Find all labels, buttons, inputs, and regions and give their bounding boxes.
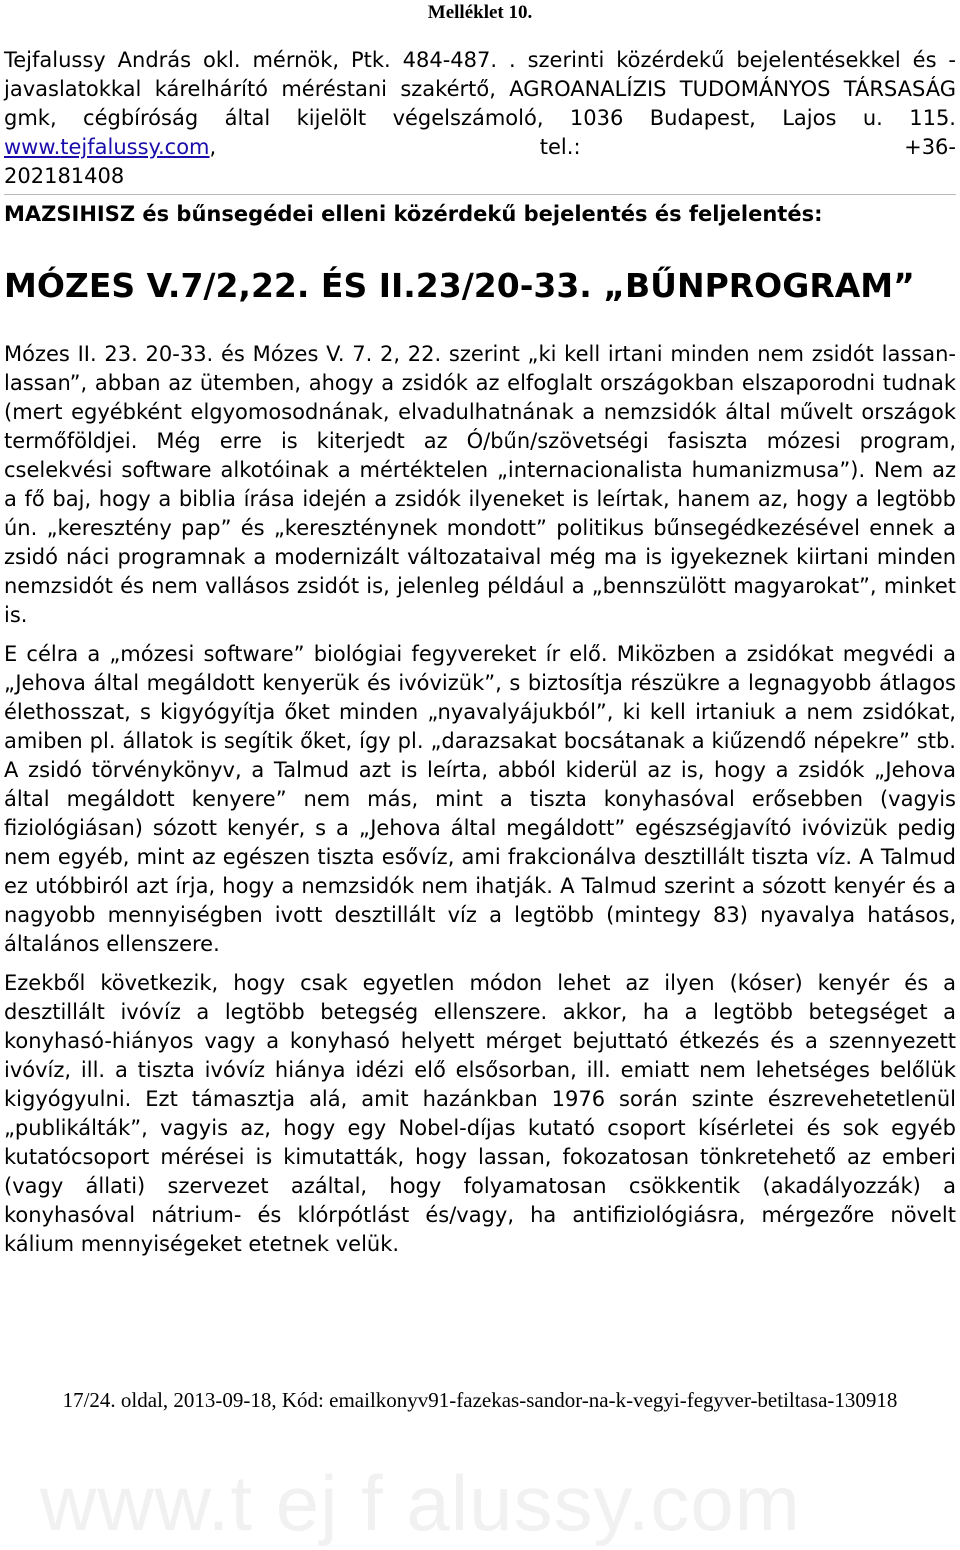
phone-number-rest: 202181408: [4, 164, 125, 188]
body-paragraph: Ezekből következik, hogy csak egyetlen módon lehet az ilyen (kóser) kenyér és a desztillált ivóvíz a legtöbb betegség ellenszere. akkor, ha a legtöbb betegséget a konyhasó-hiányos vagy a konyhasó helyett mérget bejuttató étkezés és a szennyezett ivóvíz, ill. a tiszta ivóvíz hiánya idézi elő elsősorban, ill. emiatt nem lehetséges belőlük kigyógyulni. Ezt támasztja alá, amit hazánkban 1976 során szinte észrevehetetlenül „publikálták”, vagyis az, hogy egy Nobel-díjas kutató csoport kísérletei és sok egyéb kutatócsoport mérései is kimutatták, hogy lassan, fokozatosan tönkretehető az emberi (vagy állati) szervezet azáltal, hogy folyamatosan csökkentik (akadályozzák) a konyhasóval nátrium- és klórpótlást és/vagy, ha antifiziológiásra, mérgezőre növelt kálium mennyiségeket etetnek velük.: [4, 971, 956, 1256]
body-paragraph: E célra a „mózesi software” biológiai fegyvereket ír elő. Miközben a zsidókat megvédi a „Jehova által megáldott kenyerük és ivóvizük”, s biztosítja részükre a legnagyobb átlagos élethosszat, s kigyógyítja őket minden „nyavalyájukból”, ki kell irtaniuk a nem zsidókat, amiben pl. állatok is segítik őket, így pl. „darazsakat bocsátanak a kiűzendő népekre” stb. A zsidó törvénykönyv, a Talmud azt is leírta, abból kiderül az is, hogy a zsidók „Jehova által megáldott kenyere” nem más, mint a tiszta konyhasóval erősebben (vagyis fiziológiásan) sózott kenyér, s a „Jehova által megáldott” egészségjavító ivóvizük pedig nem egyéb, mint az egészen tiszta esővíz, ami frakcionálva desztillált tiszta víz. A Talmud ez utóbbiról azt írja, hogy a nemzsidók nem ihatják. A Talmud szerint a sózott kenyér és a nagyobb mennyiségben ivott desztillált víz a legtöbb (mintegy 83) nyavalya hatásos, általános ellenszere.: [4, 642, 956, 956]
document-title: MÓZES V.7/2,22. ÉS II.23/20-33. „BŰNPROGRAM”: [4, 266, 915, 305]
header-divider: [4, 194, 956, 195]
author-header: [4, 46, 956, 191]
watermark: www.t ej f alussy.com: [40, 1459, 801, 1547]
appendix-label: Melléklet 10.: [427, 2, 533, 23]
subject-line: MAZSIHISZ és bűnsegédei elleni közérdekű bejelentés és feljelentés:: [4, 202, 823, 226]
website-link-domain: tejfalussy.com: [60, 135, 210, 159]
body-paragraph: Mózes II. 23. 20-33. és Mózes V. 7. 2, 22. szerint „ki kell irtani minden nem zsidót lassan-lassan”, abban az ütemben, ahogy a zsidók az elfoglalt országokban elszaporodni tudnak (mert egyébként elgyomosodnának, elvadulhatnának a nemzsidók által művelt országok termőföldjei. Még erre is kiterjedt az Ó/bűn/szövetségi fasiszta mózesi program, cselekvési software alkotóinak a mértéktelen „internacionalista humanizmusa”). Nem az a fő baj, hogy a biblia írása idején a zsidók ilyeneket is leírtak, hanem az, hogy a legtöbb ún. „keresztény pap” és „kereszténynek mondott” politikus bűnsegédkezésével ennek a zsidó náci programnak a modernizált változataival még ma is igyekeznek kiirtani minden nemzsidót és nem vallásos zsidót is, jelenleg például a „bennszülött magyarokat”, minket is.: [4, 342, 956, 627]
document-body: [4, 340, 956, 1269]
author-header-text: Tejfalussy András okl. mérnök, Ptk. 484-487. . szerinti közérdekű bejelentésekkel és -javaslatokkal kárelhárító méréstani szakértő, AGROANALÍZIS TUDOMÁNYOS TÁRSASÁG gmk, cégbíróság által kijelölt végelszámoló, 1036 Budapest, Lajos u. 115.: [4, 48, 956, 130]
website-link[interactable]: [4, 135, 210, 159]
page-footer: 17/24. oldal, 2013-09-18, Kód: emailkonyv91-fazekas-sandor-na-k-vegyi-fegyver-betiltasa-130918: [62, 1388, 898, 1412]
phone-prefix: , tel.: +36-: [209, 135, 956, 159]
website-link-prefix: www.: [4, 135, 61, 159]
